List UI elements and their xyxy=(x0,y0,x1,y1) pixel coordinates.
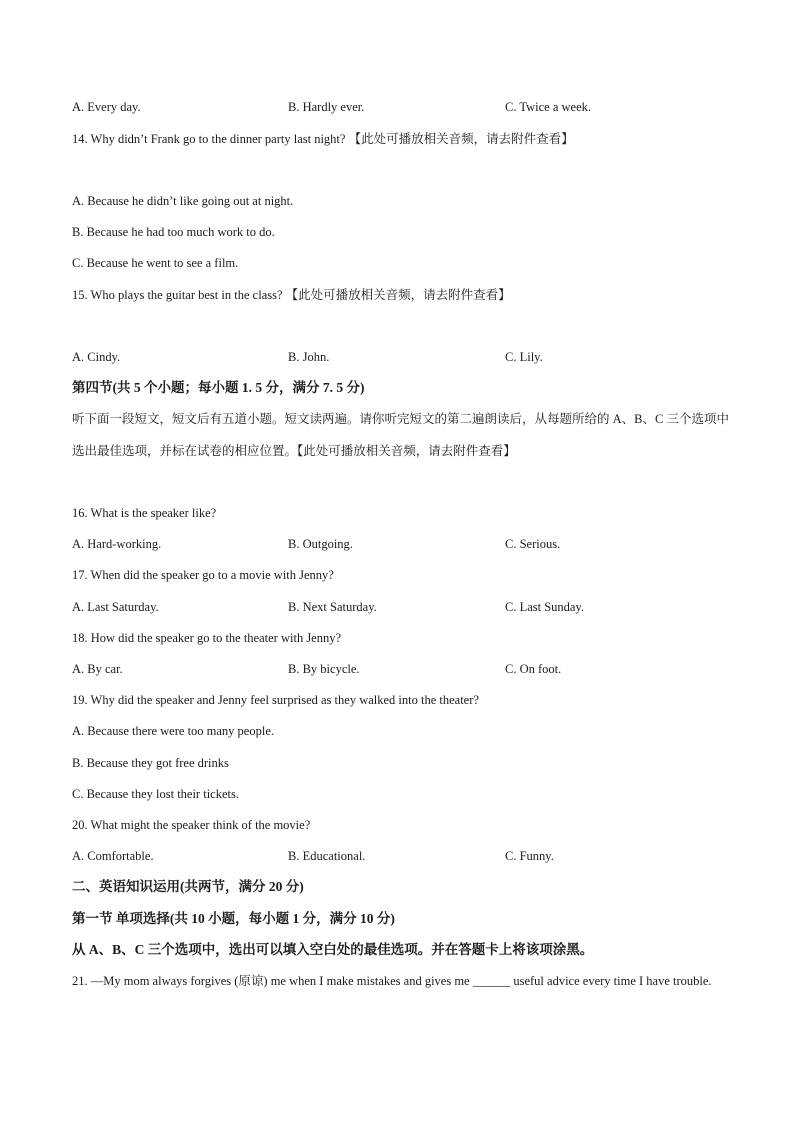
q18-option-a: A. By car. xyxy=(72,662,123,676)
q20-option-a: A. Comfortable. xyxy=(72,849,154,863)
part2-instruction: 从 A、B、C 三个选项中，选出可以填入空白处的最佳选项。并在答题卡上将该项涂黑。 xyxy=(72,942,594,957)
q18-option-c: C. On foot. xyxy=(505,662,562,676)
q19-option-a: A. Because there were too many people. xyxy=(72,724,275,738)
q20-stem: 20. What might the speaker think of the movie? xyxy=(72,818,311,832)
q14-option-a: A. Because he didn’t like going out at night. xyxy=(72,194,294,208)
q13-option-c: C. Twice a week. xyxy=(505,100,592,114)
q13-option-b: B. Hardly ever. xyxy=(288,100,365,114)
q16-option-a: A. Hard-working. xyxy=(72,537,162,551)
q19-option-b: B. Because they got free drinks xyxy=(72,756,229,770)
part2-section1-heading: 第一节 单项选择(共 10 小题，每小题 1 分，满分 10 分) xyxy=(72,911,395,926)
q17-stem: 17. When did the speaker go to a movie with Jenny? xyxy=(72,568,334,582)
q21-stem: 21. —My mom always forgives (原谅) me when I make mistakes and gives me ______ useful advice every time I have trouble. xyxy=(72,974,712,988)
q17-option-b: B. Next Saturday. xyxy=(288,600,377,614)
q15-option-b: B. John. xyxy=(288,350,330,364)
q19-option-c: C. Because they lost their tickets. xyxy=(72,787,239,801)
q13-option-a: A. Every day. xyxy=(72,100,141,114)
q16-option-b: B. Outgoing. xyxy=(288,537,353,551)
part2-heading: 二、英语知识运用(共两节，满分 20 分) xyxy=(72,879,304,894)
q18-option-b: B. By bicycle. xyxy=(288,662,360,676)
q19-stem: 19. Why did the speaker and Jenny feel surprised as they walked into the theater? xyxy=(72,693,479,707)
section4-heading: 第四节(共 5 个小题；每小题 1. 5 分，满分 7. 5 分) xyxy=(72,380,365,395)
q20-option-c: C. Funny. xyxy=(505,849,554,863)
q20-option-b: B. Educational. xyxy=(288,849,366,863)
q14-stem: 14. Why didn’t Frank go to the dinner party last night? 【此处可播放相关音频，请去附件查看】 xyxy=(72,132,574,146)
q16-option-c: C. Serious. xyxy=(505,537,561,551)
q15-option-a: A. Cindy. xyxy=(72,350,121,364)
q17-option-c: C. Last Sunday. xyxy=(505,600,585,614)
q14-option-b: B. Because he had too much work to do. xyxy=(72,225,275,239)
q14-option-c: C. Because he went to see a film. xyxy=(72,256,239,270)
q18-stem: 18. How did the speaker go to the theater with Jenny? xyxy=(72,631,342,645)
q15-option-c: C. Lily. xyxy=(505,350,543,364)
q17-option-a: A. Last Saturday. xyxy=(72,600,159,614)
q15-stem: 15. Who plays the guitar best in the class? 【此处可播放相关音频，请去附件查看】 xyxy=(72,288,511,302)
section4-instruction: 听下面一段短文，短文后有五道小题。短文读两遍。请你听完短文的第二遍朗读后，从每题所给的 A、B、C 三个选项中选出最佳选项，并标在试卷的相应位置。【此处可播放相关音频，请去附件查看】 xyxy=(72,412,729,458)
q16-stem: 16. What is the speaker like? xyxy=(72,506,217,520)
